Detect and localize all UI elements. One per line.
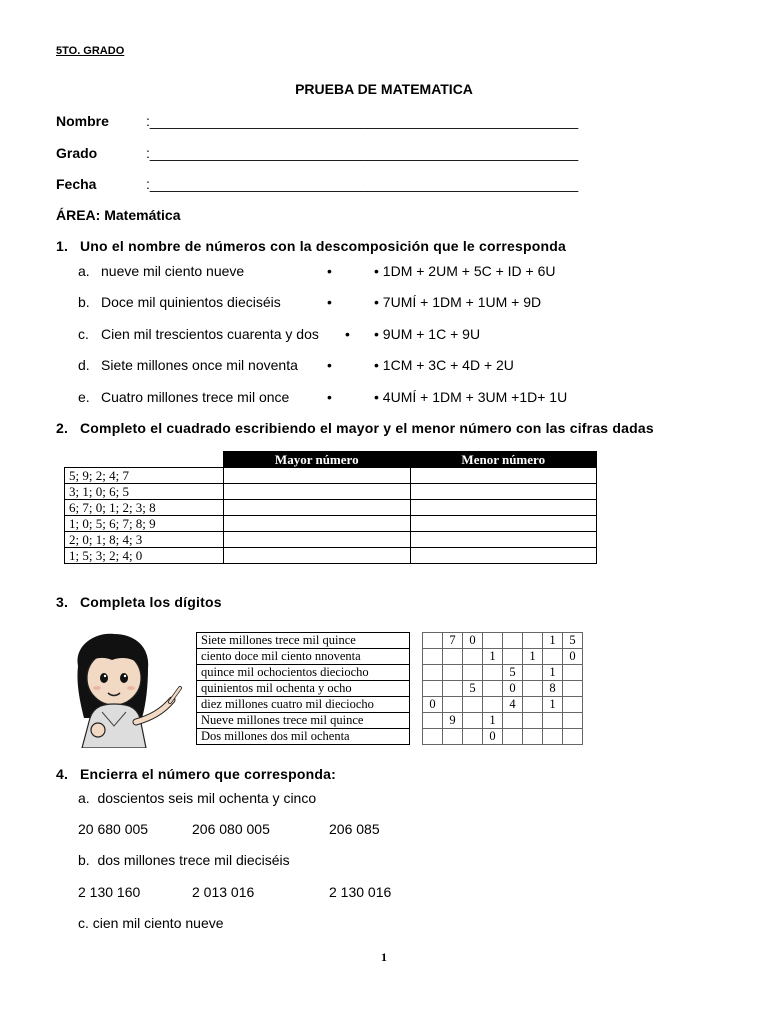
digit-cell[interactable]: 5 [503,665,523,681]
phrase-table [196,632,410,745]
answer-cell[interactable] [224,516,411,532]
option-left-text: Doce mil quinientos dieciséis [101,294,281,310]
question-number: 2. [56,420,69,436]
question-number: 4. [56,766,69,782]
digit-cell[interactable]: 0 [563,649,583,665]
digit-cell[interactable] [563,729,583,745]
page-number: 1 [381,950,387,964]
grid-row [423,713,583,729]
digit-cell[interactable] [463,697,483,713]
table-row [65,468,597,484]
option-left-text: Cuatro millones trece mil once [101,389,290,405]
digit-cell[interactable] [423,649,443,665]
question-text: Completo el cuadrado escribiendo el mayor y el menor número con las cifras dadas [80,420,654,436]
girl-illustration [64,626,186,748]
column-header-smallest: Menor número [410,452,597,468]
table-row [197,665,410,681]
answer-option[interactable]: 206 085 [329,821,380,837]
name-label: Nombre [56,113,109,129]
answer-cell[interactable] [224,532,411,548]
digit-cell[interactable] [503,649,523,665]
digits-cell: 3; 1; 0; 6; 5 [65,484,224,500]
option-right-text[interactable]: • 1DM + 2UM + 5C + ID + 6U [374,263,556,279]
question-4 [56,766,336,782]
digit-cell[interactable]: 7 [443,633,463,649]
digit-cell[interactable] [423,729,443,745]
digit-cell[interactable] [463,665,483,681]
number-phrase: ciento doce mil ciento nnoventa [197,649,410,665]
option-right-text[interactable]: • 4UMÍ + 1DM + 3UM +1D+ 1U [374,389,568,405]
part-label: b. [78,852,90,868]
table-corner [65,452,224,468]
part-label: a. [78,790,90,806]
digit-cell[interactable] [523,633,543,649]
digit-cell[interactable] [563,697,583,713]
digit-cell[interactable] [543,713,563,729]
option-letter: b. [78,294,90,310]
answer-option[interactable]: 2 130 160 [78,884,141,900]
digit-cell[interactable] [463,713,483,729]
answer-option[interactable]: 206 080 005 [192,821,270,837]
option-left-text: Cien mil trescientos cuarenta y dos [101,326,319,342]
table-row [65,532,597,548]
grid-row [423,649,583,665]
table-row [197,633,410,649]
answer-cell[interactable] [224,484,411,500]
table-row [197,697,410,713]
match-point-left[interactable]: • [327,263,332,279]
answer-cell[interactable] [410,484,597,500]
digit-cell[interactable] [483,697,503,713]
digit-cell[interactable] [523,681,543,697]
option-right-text[interactable]: • 9UM + 1C + 9U [374,326,481,342]
grid-row [423,681,583,697]
digit-cell[interactable] [463,649,483,665]
digit-cell[interactable] [523,729,543,745]
digit-cell[interactable] [503,633,523,649]
answer-cell[interactable] [410,516,597,532]
option-letter: d. [78,357,90,373]
date-field[interactable]: :_______________________________________________________ [146,176,579,192]
answer-option[interactable]: 20 680 005 [78,821,149,837]
digit-cell[interactable]: 1 [523,649,543,665]
match-point-left[interactable]: • [327,389,332,405]
page-title: PRUEBA DE MATEMATICA [295,81,473,97]
digit-cell[interactable]: 5 [463,681,483,697]
digit-cell[interactable] [503,729,523,745]
digit-cell[interactable] [423,633,443,649]
digit-cell[interactable] [543,649,563,665]
digit-cell[interactable] [443,649,463,665]
answer-option[interactable]: 2 013 016 [192,884,255,900]
question-number: 1. [56,238,69,254]
match-point-left[interactable]: • [345,326,350,342]
table-row [65,548,597,564]
answer-cell[interactable] [410,468,597,484]
question-text: Completa los dígitos [80,594,222,610]
digit-cell[interactable] [563,681,583,697]
match-point-left[interactable]: • [327,294,332,310]
part-text: cien mil ciento nueve [92,915,224,931]
question-text: Uno el nombre de números con la descomposición que le corresponda [80,238,566,254]
digit-cell[interactable] [483,681,503,697]
digit-cell[interactable] [523,697,543,713]
digit-cell[interactable] [563,665,583,681]
question-1 [56,238,566,254]
digit-cell[interactable]: 8 [543,681,563,697]
table-row [65,516,597,532]
date-label: Fecha [56,176,97,192]
option-letter: e. [78,389,90,405]
subject-area: ÁREA: Matemática [56,207,181,223]
digit-cell[interactable]: 1 [543,633,563,649]
digit-cell[interactable]: 1 [483,649,503,665]
digit-cell[interactable] [563,713,583,729]
option-right-text[interactable]: • 1CM + 3C + 4D + 2U [374,357,514,373]
digit-cell[interactable] [463,729,483,745]
grade-field[interactable]: :_______________________________________________________ [146,145,579,161]
option-left-text: Siete millones once mil noventa [101,357,298,373]
option-right-text[interactable]: • 7UMÍ + 1DM + 1UM + 9D [374,294,542,310]
part-label: c. [78,915,89,931]
table-row [65,500,597,516]
digit-cell[interactable] [423,665,443,681]
digits-cell: 2; 0; 1; 8; 4; 3 [65,532,224,548]
digit-cell[interactable] [523,665,543,681]
question-text: Encierra el número que corresponda: [80,766,336,782]
digit-cell[interactable] [443,697,463,713]
digit-cell[interactable]: 0 [483,729,503,745]
digit-cell[interactable]: 1 [543,665,563,681]
grid-row [423,633,583,649]
digit-cell[interactable] [423,681,443,697]
question-number: 3. [56,594,69,610]
digit-cell[interactable] [483,665,503,681]
digit-cell[interactable] [443,681,463,697]
digit-cell[interactable] [523,713,543,729]
digit-cell[interactable]: 9 [443,713,463,729]
digits-grid [422,632,583,745]
name-field[interactable]: :_______________________________________________________ [146,113,579,129]
digits-cell: 1; 0; 5; 6; 7; 8; 9 [65,516,224,532]
number-phrase: quince mil ochocientos dieciocho [197,665,410,681]
digits-cell: 6; 7; 0; 1; 2; 3; 8 [65,500,224,516]
answer-cell[interactable] [224,500,411,516]
digit-cell[interactable]: 4 [503,697,523,713]
table-row [197,713,410,729]
answer-cell[interactable] [410,548,597,564]
digits-table [64,451,597,564]
table-row [65,484,597,500]
answer-cell[interactable] [410,500,597,516]
digit-cell[interactable] [483,633,503,649]
table-header-row [65,452,597,468]
answer-cell[interactable] [224,548,411,564]
question-2 [56,420,654,436]
match-point-left[interactable]: • [327,357,332,373]
column-header-largest: Mayor número [224,452,411,468]
number-phrase: Nueve millones trece mil quince [197,713,410,729]
digit-cell[interactable]: 1 [483,713,503,729]
number-phrase: diez millones cuatro mil dieciocho [197,697,410,713]
number-phrase: Dos millones dos mil ochenta [197,729,410,745]
digit-cell[interactable] [443,665,463,681]
part-a [78,790,316,806]
digits-cell: 5; 9; 2; 4; 7 [65,468,224,484]
option-letter: c. [78,326,89,342]
answer-cell[interactable] [410,532,597,548]
grid-row [423,729,583,745]
table-row [197,729,410,745]
part-text: doscientos seis mil ochenta y cinco [97,790,317,806]
digit-cell[interactable] [503,713,523,729]
answer-option[interactable]: 2 130 016 [329,884,392,900]
option-left-text: nueve mil ciento nueve [101,263,245,279]
digit-cell[interactable]: 0 [423,697,443,713]
number-phrase: Siete millones trece mil quince [197,633,410,649]
digit-cell[interactable] [443,729,463,745]
grid-row [423,697,583,713]
number-phrase: quinientos mil ochenta y ocho [197,681,410,697]
table-row [197,681,410,697]
digit-cell[interactable]: 0 [503,681,523,697]
question-3 [56,594,222,610]
digits-cell: 1; 5; 3; 2; 4; 0 [65,548,224,564]
digit-cell[interactable]: 0 [463,633,483,649]
grade-label: 5TO. GRADO [56,45,125,57]
grade-field-label: Grado [56,145,98,161]
digit-cell[interactable]: 1 [543,697,563,713]
digit-cell[interactable] [543,729,563,745]
part-c [78,915,224,931]
table-row [197,649,410,665]
part-b [78,852,290,868]
digit-cell[interactable] [423,713,443,729]
grid-row [423,665,583,681]
answer-cell[interactable] [224,468,411,484]
part-text: dos millones trece mil dieciséis [97,852,290,868]
digit-cell[interactable]: 5 [563,633,583,649]
option-letter: a. [78,263,90,279]
